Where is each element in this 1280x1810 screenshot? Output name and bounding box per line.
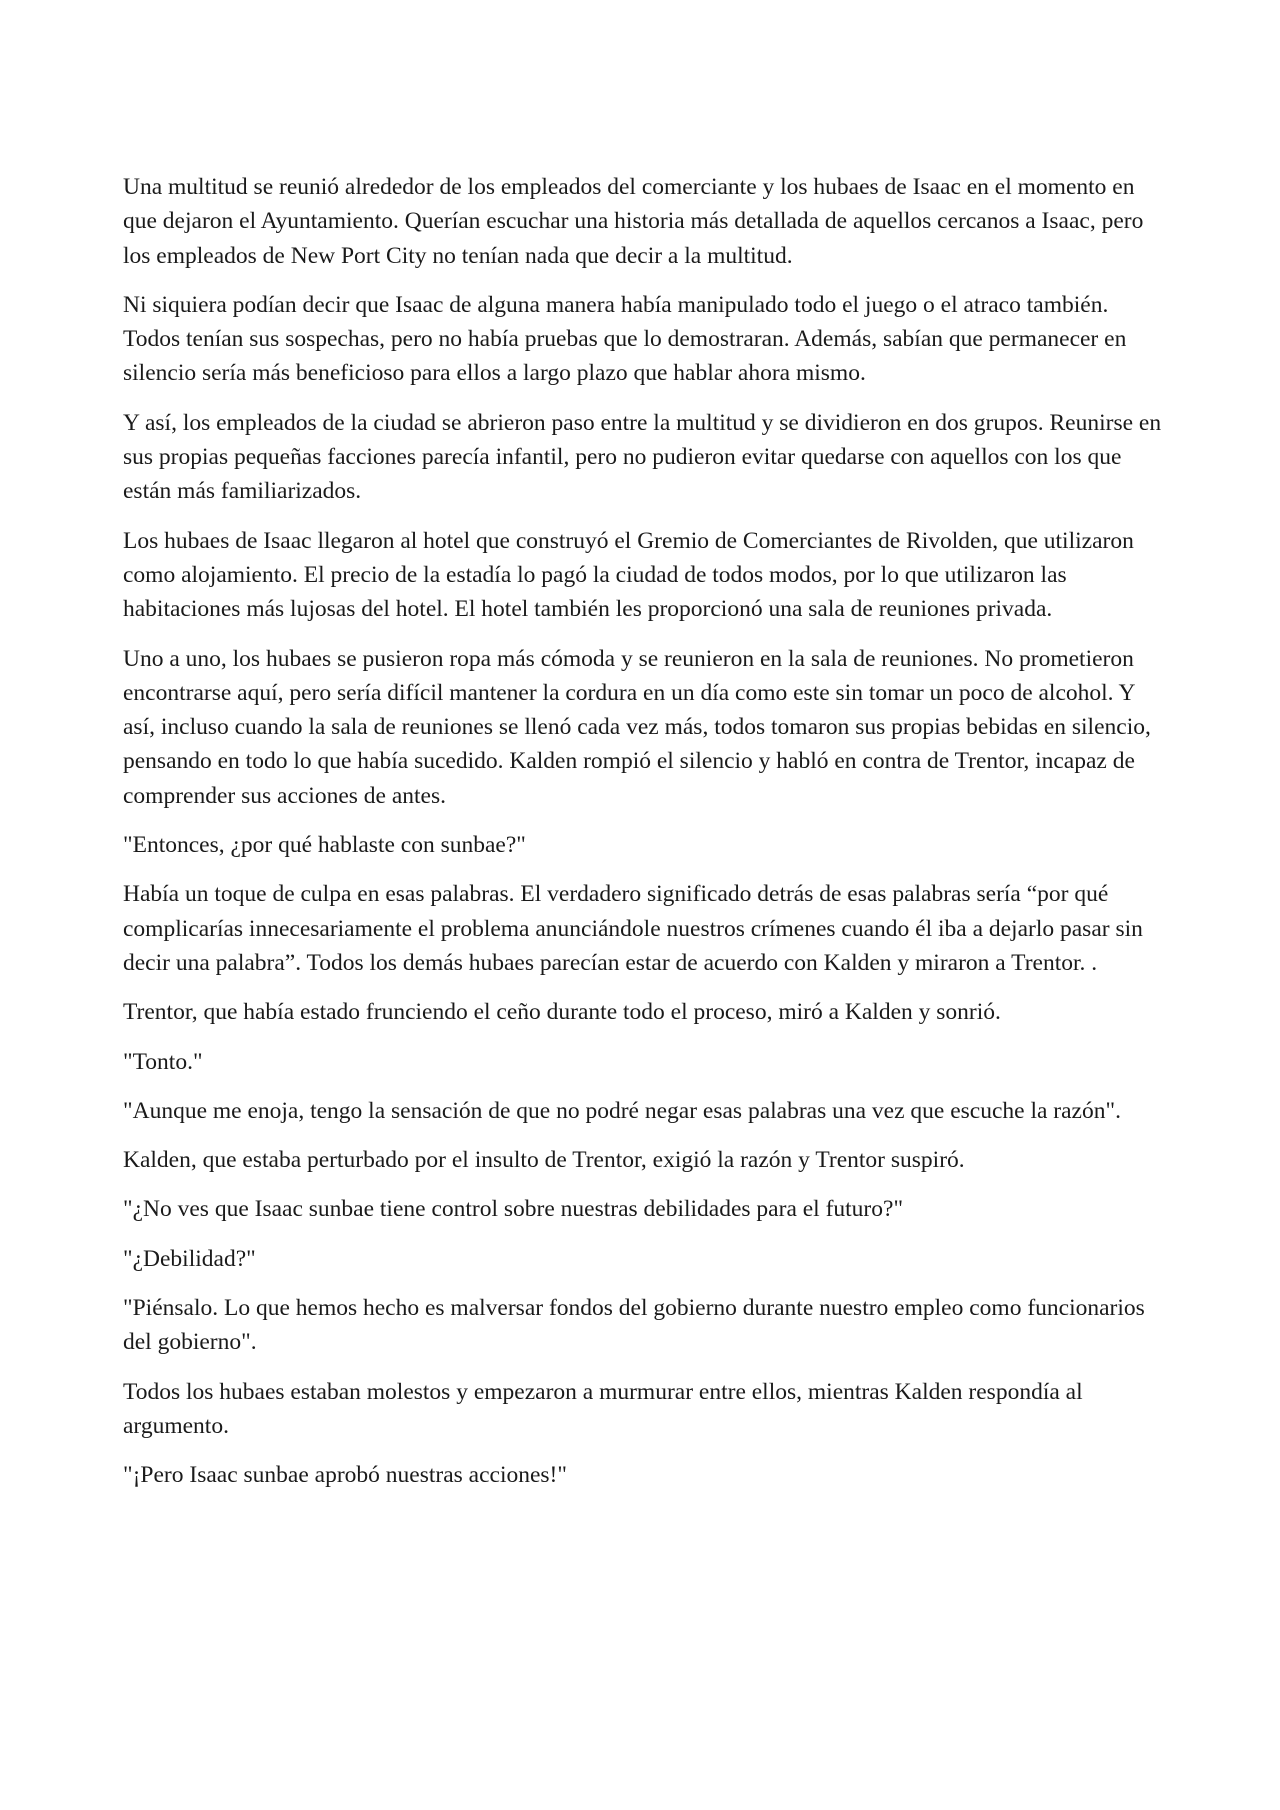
- paragraph: Ni siquiera podían decir que Isaac de alguna manera había manipulado todo el juego o el atraco también. Todos tenían sus sospechas, pero no había pruebas que lo demostraran. Además, sabían que permanecer en silencio sería más beneficioso para ellos a largo plazo que hablar ahora mismo.: [123, 291, 1127, 387]
- dialogue-line: "Piénsalo. Lo que hemos hecho es malversar fondos del gobierno durante nuestro empleo como funcionarios del gobierno".: [123, 1295, 1145, 1356]
- paragraph: Y así, los empleados de la ciudad se abrieron paso entre la multitud y se dividieron en dos grupos. Reunirse en sus propias pequeñas facciones parecía infantil, pero no pudieron evitar quedarse con aquellos con los que están más familiarizados.: [123, 409, 1162, 505]
- dialogue-line: "¡Pero Isaac sunbae aprobó nuestras acciones!": [123, 1462, 567, 1489]
- dialogue-line: "Aunque me enoja, tengo la sensación de que no podré negar esas palabras una vez que escuche la razón".: [123, 1097, 1121, 1124]
- dialogue-line: "¿No ves que Isaac sunbae tiene control sobre nuestras debilidades para el futuro?": [123, 1196, 904, 1223]
- dialogue-line: "Entonces, ¿por qué hablaste con sunbae?": [123, 832, 526, 859]
- dialogue-line: "¿Debilidad?": [123, 1245, 256, 1272]
- paragraph: Trentor, que había estado frunciendo el ceño durante todo el proceso, miró a Kalden y sonrió.: [123, 999, 1001, 1026]
- paragraph: Había un toque de culpa en esas palabras. El verdadero significado detrás de esas palabras sería “por qué complicarías innecesariamente el problema anunciándole nuestros crímenes cuando él iba a dejarlo pasar sin decir una palabra”. Todos los demás hubaes parecían estar de acuerdo con Kalden y miraron a Trentor. .: [123, 881, 1143, 976]
- paragraph: Una multitud se reunió alrededor de los empleados del comerciante y los hubaes de Isaac en el momento en que dejaron el Ayuntamiento. Querían escuchar una historia más detallada de aquellos cercanos a Isaac, pero los empleados de New Port City no tenían nada que decir a la multitud.: [123, 174, 1144, 269]
- dialogue-line: "Tonto.": [123, 1048, 203, 1075]
- paragraph: Kalden, que estaba perturbado por el insulto de Trentor, exigió la razón y Trentor suspiró.: [123, 1147, 965, 1174]
- document-page: [123, 170, 1163, 1508]
- paragraph: Uno a uno, los hubaes se pusieron ropa más cómoda y se reunieron en la sala de reuniones. No prometieron encontrarse aquí, pero sería difícil mantener la cordura en un día como este sin tomar un poco de alcohol. Y así, incluso cuando la sala de reuniones se llenó cada vez más, todos tomaron sus propias bebidas en silencio, pensando en todo lo que había sucedido. Kalden rompió el silencio y habló en contra de Trentor, incapaz de comprender sus acciones de antes.: [123, 645, 1151, 809]
- paragraph: Todos los hubaes estaban molestos y empezaron a murmurar entre ellos, mientras Kalden respondía al argumento.: [123, 1378, 1083, 1439]
- paragraph: Los hubaes de Isaac llegaron al hotel que construyó el Gremio de Comerciantes de Rivolden, que utilizaron como alojamiento. El precio de la estadía lo pagó la ciudad de todos modos, por lo que utilizaron las habitaciones más lujosas del hotel. El hotel también les proporcionó una sala de reuniones privada.: [123, 527, 1134, 623]
